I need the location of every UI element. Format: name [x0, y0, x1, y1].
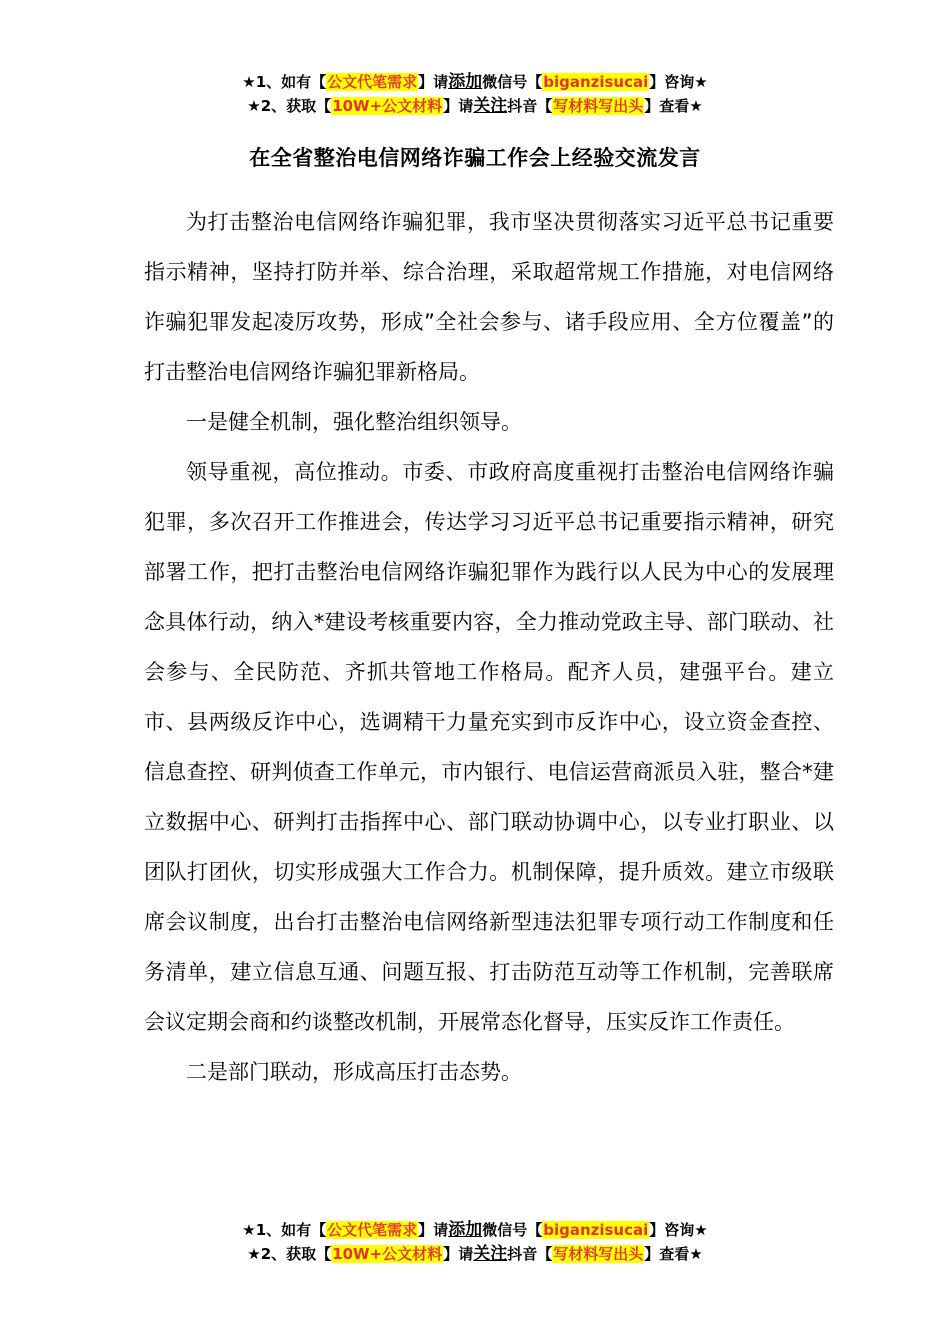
- banner-text: 】咨询★: [649, 1221, 708, 1239]
- banner-line-1: [0, 70, 950, 94]
- banner-underline-add: 添加: [448, 72, 483, 92]
- banner-text: ★1、如有【: [242, 1221, 327, 1239]
- header-banner: [0, 70, 950, 118]
- paragraph-heading-1: 一是健全机制，强化整治组织领导。: [186, 410, 522, 434]
- paragraph-intro: 为打击整治电信网络诈骗犯罪，我市坚决贯彻落实习近平总书记重要指示精神，坚持打防并举、综合治理，采取超常规工作措施，对电信网络诈骗犯罪发起凌厉攻势，形成”全社会参与、诸手段应用、全方位覆盖”的打击整治电信网络诈骗犯罪新格局。: [144, 210, 834, 384]
- banner-text: 】查看★: [644, 1245, 703, 1263]
- banner-highlight-douyin-id: 写材料写出头: [553, 1245, 644, 1263]
- banner-underline-follow: 关注: [473, 96, 508, 116]
- banner-text: 抖音【: [507, 1245, 553, 1263]
- banner-highlight-materials: 10W+公文材料: [332, 1245, 443, 1263]
- banner-text: 】请: [443, 1245, 474, 1263]
- banner-highlight-service: 公文代笔需求: [327, 1221, 418, 1239]
- paragraph-heading-2: 二是部门联动，形成高压打击态势。: [186, 1060, 522, 1084]
- banner-text: 微信号【: [482, 73, 543, 91]
- banner-text: ★2、获取【: [247, 97, 332, 115]
- banner-text: 】请: [418, 1221, 449, 1239]
- banner-text: ★2、获取【: [247, 1245, 332, 1263]
- banner-highlight-materials: 10W+公文材料: [332, 97, 443, 115]
- banner-highlight-douyin-id: 写材料写出头: [553, 97, 644, 115]
- banner-text: 】请: [418, 73, 449, 91]
- footer-banner: [0, 1218, 950, 1266]
- paragraph-body-1: 领导重视，高位推动。市委、市政府高度重视打击整治电信网络诈骗犯罪，多次召开工作推进会，传达学习习近平总书记重要指示精神，研究部署工作，把打击整治电信网络诈骗犯罪作为践行以人民为中心的发展理念具体行动，纳入*建设考核重要内容，全力推动党政主导、部门联动、社会参与、全民防范、齐抓共管地工作格局。配齐人员，建强平台。建立市、县两级反诈中心，选调精干力量充实到市反诈中心，设立资金查控、信息查控、研判侦查工作单元，市内银行、电信运营商派员入驻，整合*建立数据中心、研判打击指挥中心、部门联动协调中心，以专业打职业、以团队打团伙，切实形成强大工作合力。机制保障，提升质效。建立市级联席会议制度，出台打击整治电信网络新型违法犯罪专项行动工作制度和任务清单，建立信息互通、问题互报、打击防范互动等工作机制，完善联席会议定期会商和约谈整改机制，开展常态化督导，压实反诈工作责任。: [144, 460, 834, 1034]
- banner-text: 】咨询★: [649, 73, 708, 91]
- banner-text: 抖音【: [507, 97, 553, 115]
- banner-underline-follow: 关注: [473, 1244, 508, 1264]
- banner-line-2: [0, 1242, 950, 1266]
- document-body: [144, 197, 834, 1097]
- banner-line-1: [0, 1218, 950, 1242]
- banner-highlight-wechat-id: biganzisucai: [543, 73, 649, 91]
- document-title: 在全省整治电信网络诈骗工作会上经验交流发言: [249, 146, 701, 170]
- banner-text: 】请: [443, 97, 474, 115]
- banner-highlight-wechat-id: biganzisucai: [543, 1221, 649, 1239]
- banner-text: ★1、如有【: [242, 73, 327, 91]
- banner-text: 微信号【: [482, 1221, 543, 1239]
- banner-highlight-service: 公文代笔需求: [327, 73, 418, 91]
- banner-line-2: [0, 94, 950, 118]
- banner-underline-add: 添加: [448, 1220, 483, 1240]
- banner-text: 】查看★: [644, 97, 703, 115]
